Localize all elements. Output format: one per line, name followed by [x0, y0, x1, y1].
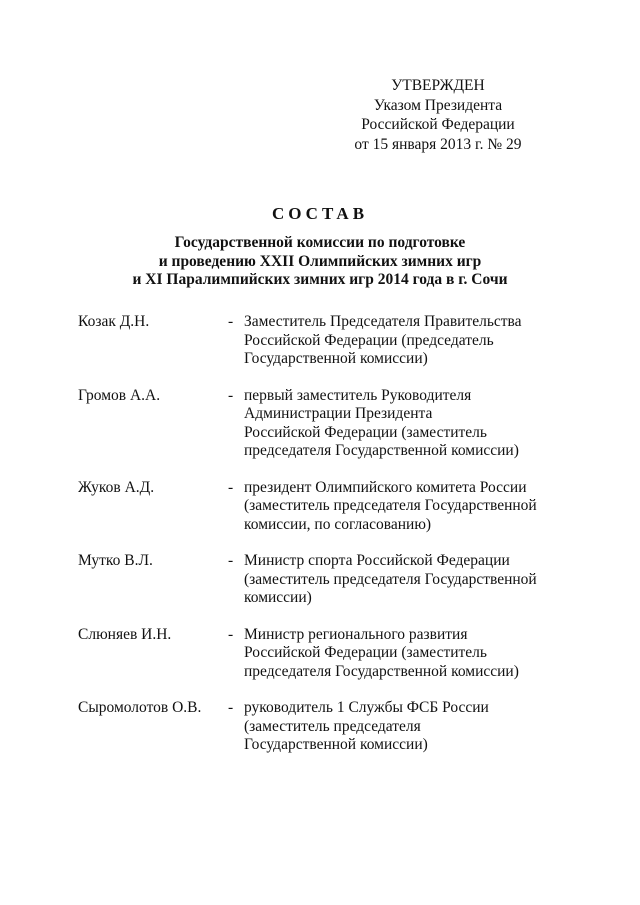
role-line: председателя Государственной комиссии) — [244, 662, 519, 680]
role-line: Российской Федерации (председатель — [244, 331, 494, 349]
subtitle-line: и XI Паралимпийских зимних игр 2014 года в г. Сочи — [132, 271, 508, 288]
member-name: Жуков А.Д. — [78, 478, 155, 496]
document-subtitle — [0, 234, 640, 290]
role-line: Российской Федерации (заместитель — [244, 423, 487, 441]
member-dash: - — [228, 386, 234, 404]
member-dash: - — [228, 552, 234, 569]
member-dash: - — [228, 313, 234, 330]
role-line: (заместитель председателя Государственной — [244, 497, 537, 514]
role-line: комиссии) — [244, 589, 312, 606]
member-dash: - — [228, 625, 234, 643]
member-row — [78, 387, 578, 461]
member-name: Громов А.А. — [78, 386, 161, 404]
member-dash: - — [228, 478, 234, 496]
member-row — [78, 479, 578, 535]
member-role — [244, 479, 578, 535]
member-role — [244, 387, 578, 461]
member-name: Сыромолотов О.В. — [78, 699, 202, 716]
member-role — [244, 552, 578, 608]
role-line: Заместитель Председателя Правительства — [244, 313, 522, 330]
member-role — [244, 699, 578, 755]
subtitle-line: Государственной комиссии по подготовке — [174, 234, 466, 251]
member-row — [78, 313, 578, 369]
member-row — [78, 552, 578, 608]
role-line: Министр спорта Российской Федерации — [244, 552, 510, 569]
role-line: (заместитель председателя Государственной — [244, 570, 537, 588]
member-row — [78, 626, 578, 682]
document-title: СОСТАВ — [271, 204, 369, 223]
member-name: Мутко В.Л. — [78, 552, 153, 569]
member-dash: - — [228, 699, 234, 716]
approval-date: от 15 января 2013 г. № 29 — [354, 135, 522, 153]
role-line: (заместитель председателя — [244, 717, 421, 735]
role-line: Министр регионального развития — [244, 625, 468, 643]
member-role — [244, 626, 578, 682]
approval-decree: Указом Президента — [373, 96, 503, 114]
approval-country: Российской Федерации — [361, 116, 515, 133]
member-role — [244, 313, 578, 369]
role-line: комиссии, по согласованию) — [244, 515, 432, 533]
role-line: председателя Государственной комиссии) — [244, 442, 519, 459]
subtitle-line: и проведению XXII Олимпийских зимних игр — [158, 252, 482, 270]
member-list — [78, 313, 578, 773]
member-name: Козак Д.Н. — [78, 313, 150, 330]
role-line: руководитель 1 Службы ФСБ России — [244, 699, 489, 716]
member-row — [78, 699, 578, 755]
role-line: Государственной комиссии) — [244, 350, 428, 367]
role-line: Российской Федерации (заместитель — [244, 644, 487, 661]
role-line: первый заместитель Руководителя — [244, 386, 472, 404]
role-line: президент Олимпийского комитета России — [244, 478, 527, 496]
approval-stamp — [308, 76, 568, 154]
member-name: Слюняев И.Н. — [78, 625, 172, 643]
role-line: Администрации Президента — [244, 405, 433, 422]
approval-heading: УТВЕРЖДЕН — [391, 77, 485, 94]
role-line: Государственной комиссии) — [244, 736, 428, 753]
